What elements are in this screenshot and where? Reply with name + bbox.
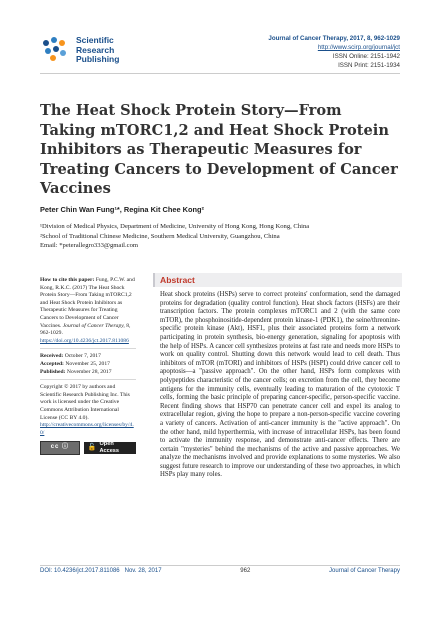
footer-journal: Journal of Cancer Therapy xyxy=(329,568,400,574)
cite-label: How to cite this paper: xyxy=(40,277,95,283)
open-lock-icon: 🔓 xyxy=(87,444,97,452)
footer-doi: DOI: 10.4236/jct.2017.811086 xyxy=(40,568,120,574)
publisher-logo-icon xyxy=(39,35,69,63)
logo-line: Publishing xyxy=(76,54,120,64)
page-number: 962 xyxy=(240,568,251,574)
citation-block xyxy=(40,277,136,338)
affiliations xyxy=(40,222,400,251)
issn-print: ISSN Print: 2151-1934 xyxy=(338,62,400,69)
copyright-text: Copyright © 2017 by authors and Scientific Research Publishing Inc. This work is licensed under the Creative Commons Attribution International License (CC BY 4.0). xyxy=(40,384,130,421)
received-label: Received: xyxy=(40,353,64,360)
license-badges xyxy=(40,441,136,455)
abstract-heading: Abstract xyxy=(160,275,195,285)
page-footer xyxy=(40,568,400,574)
cite-journal: Journal of Cancer Therapy, xyxy=(62,322,125,329)
header-divider xyxy=(40,73,400,74)
logo-line: Scientific xyxy=(76,35,114,45)
footer-date: Nov. 28, 2017 xyxy=(124,568,162,574)
affiliation-1: ¹Division of Medical Physics, Department of Medicine, University of Hong Kong, Hong Kong, China xyxy=(40,223,310,230)
journal-meta xyxy=(268,34,400,70)
affiliation-2: ²School of Traditional Chinese Medicine, Southern Medical University, Guangzhou, China xyxy=(40,232,280,240)
abstract-text: Heat shock proteins (HSPs) serve to correct proteins' conformation, send the damaged proteins for degradation (quality control function). Heat shock factors (HSFs) are their transcription factors. The protein complexes mTORC1 and 2 (with the same core mTOR), the phosphoinositide-dependent protein kinase-1 (PDK1), the seine/threonine-specific protein kinase (Akt), HSF1, plus their associated proteins form a network participating in protein synthesis, bio-energy generation, signaling for apoptosis with the help of HSPs. A cancer cell synthesizes proteins at fast rate and needs more HSPs to work on quality control. Shutting down this network would lead to cell death. Thus inhibitors of mTOR (mTORI) and inhibitors of HSPs (HSPI) could drive cancer cell to apoptosis—a "passive approach". On the other hand, HSPs form complexes with polypeptides characteristic of the cancer cells; on excretion from the cell, they become antigens for the immunity cells, eventually leading to maturation of the cytotoxic T cells, forming the basic principle of preparing cancer-specific, person-specific vaccine. Recent finding shows that HSP70 can penetrate cancer cell and expel its analog to extracellular region, giving the hope to prepare a non-person-specific vaccine covering a variety of cancers. Activation of anti-cancer immunity is the "active approach". On the other hand, mild hyperthermia, with increase of intracellular HSPs, has been found to activate the immunity response, and demonstrate anti-cancer effects. There are certain "mysteries" behind the mechanisms of the active and passive approaches. We analyze the mechanisms involved and provide explanations to some mysteries. We also suggest future research to improve our understanding of these two approaches, in which HSPs play many roles. xyxy=(160,291,400,479)
journal-citation: Journal of Cancer Therapy, 2017, 8, 962-1029 xyxy=(268,35,400,42)
published-date: November 28, 2017 xyxy=(66,368,112,375)
article-sidebar xyxy=(40,277,136,455)
issn-online: ISSN Online: 2151-1942 xyxy=(332,53,400,60)
open-access-label: Open Access xyxy=(99,440,120,455)
cite-text: Fung, P.C.W. and Kong, R.K.C. (2017) The Heat Shock Protein Story—From Taking mTORC1,2 and Heat Shock Protein Inhibitors as Therapeutic Measures for Treating Cancers to Development of Cancer Vaccines. xyxy=(40,277,135,329)
accepted-label: Accepted: xyxy=(40,360,64,367)
publisher-logo-text xyxy=(76,36,196,65)
received-date: October 7, 2017 xyxy=(64,353,101,360)
license-link[interactable]: http://creativecommons.org/licenses/by/4.0/ xyxy=(40,422,134,436)
article-authors: Peter Chin Wan Fung¹*, Regina Kit Chee Kong² xyxy=(40,205,204,214)
article-title: The Heat Shock Protein Story—From Taking mTORC1,2 and Heat Shock Protein Inhibitors as Therapeutic Measures for Treating Cancers to Development of Cancer Vaccines xyxy=(40,102,398,197)
footer-divider xyxy=(40,565,400,566)
accepted-line xyxy=(40,361,136,369)
logo-line: Research xyxy=(76,44,115,55)
cc-by-badge[interactable]: cc ⓘ xyxy=(40,441,80,455)
open-access-badge[interactable] xyxy=(84,442,136,454)
cite-volume: 8, 962-1029. xyxy=(40,322,131,337)
doi-link[interactable]: https://doi.org/10.4236/jct.2017.811086 xyxy=(40,337,129,344)
received-line xyxy=(40,353,136,361)
sidebar-divider xyxy=(40,348,136,349)
footer-doi-date xyxy=(40,568,162,574)
accepted-date: November 25, 2017 xyxy=(65,360,110,367)
published-line xyxy=(40,369,136,377)
sidebar-divider xyxy=(40,379,136,380)
author-email: Email: *peterallegro333@gmail.com xyxy=(40,242,138,249)
published-label: Published: xyxy=(40,368,66,375)
journal-url-link[interactable]: http://www.scirp.org/journal/jct xyxy=(317,44,400,51)
